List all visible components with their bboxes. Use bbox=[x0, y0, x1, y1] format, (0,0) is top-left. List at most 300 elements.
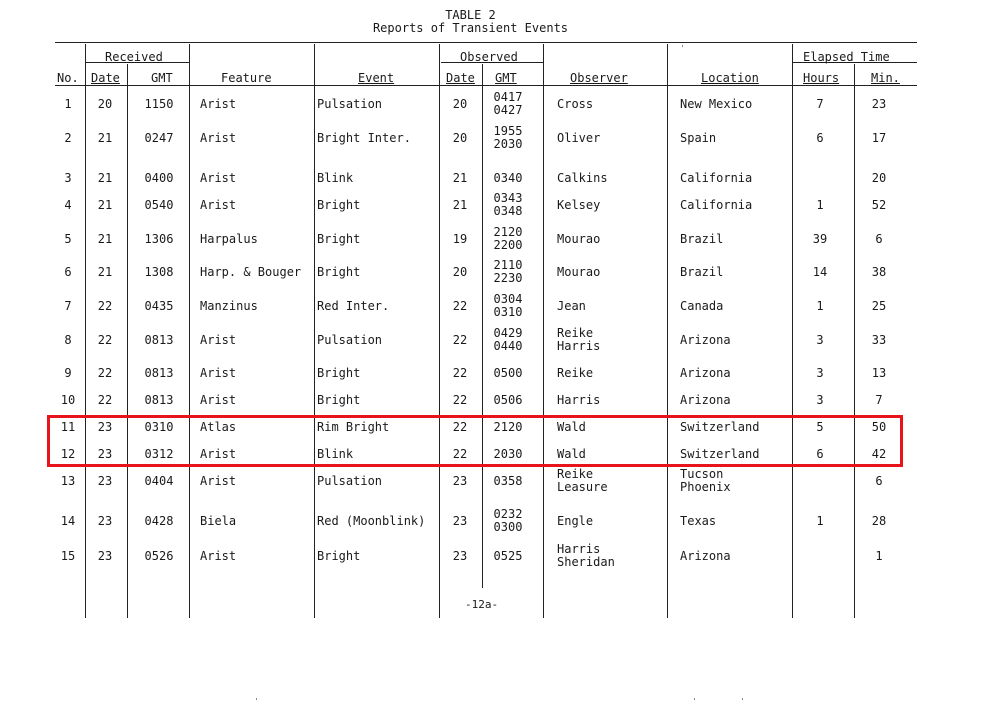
cell-recv-date bbox=[98, 550, 112, 563]
cell-recv-date bbox=[98, 367, 112, 380]
cell-line: 7 bbox=[875, 393, 883, 407]
col-divider bbox=[127, 64, 128, 618]
cell-line: 2 bbox=[64, 131, 72, 145]
cell-line: 12 bbox=[60, 447, 76, 461]
cell-line: 33 bbox=[871, 333, 887, 347]
cell-line: 21 bbox=[97, 171, 113, 185]
cell-hours bbox=[813, 233, 827, 246]
cell-line: Arist bbox=[200, 474, 237, 488]
cell-line: Biela bbox=[200, 514, 237, 528]
cell-line: 0310 bbox=[493, 305, 523, 319]
cell-hours bbox=[816, 334, 823, 347]
cell-min bbox=[872, 367, 886, 380]
cell-line: 21 bbox=[97, 232, 113, 246]
cell-event bbox=[317, 172, 353, 185]
cell-feature bbox=[200, 475, 236, 488]
cell-line: Arist bbox=[200, 393, 237, 407]
cell-line: 0304 bbox=[493, 292, 523, 306]
cell-line: 0429 bbox=[493, 326, 523, 340]
cell-line: 23 bbox=[97, 514, 113, 528]
cell-hours bbox=[816, 132, 823, 145]
cell-recv-gmt bbox=[145, 98, 174, 111]
cell-obs-gmt bbox=[494, 293, 523, 319]
cell-obs-date bbox=[453, 300, 467, 313]
cell-recv-gmt bbox=[145, 334, 174, 347]
cell-line: 20 bbox=[452, 131, 468, 145]
cell-location bbox=[680, 266, 723, 279]
cell-no bbox=[64, 300, 71, 313]
cell-line: 0428 bbox=[144, 514, 174, 528]
cell-line: 21 bbox=[97, 198, 113, 212]
cell-obs-date bbox=[453, 394, 467, 407]
cell-observer bbox=[557, 300, 586, 313]
cell-line: Jean bbox=[557, 299, 586, 313]
cell-line: 22 bbox=[452, 420, 468, 434]
cell-line: Manzinus bbox=[200, 299, 258, 313]
cell-line: Arist bbox=[200, 549, 237, 563]
cell-event bbox=[317, 233, 360, 246]
page-number: -12a- bbox=[465, 598, 499, 611]
cell-obs-date bbox=[453, 515, 467, 528]
cell-line: 1 bbox=[816, 198, 824, 212]
column-header-observed-date: Date bbox=[446, 71, 475, 85]
cell-line: Pulsation bbox=[317, 333, 383, 347]
cell-line: 21 bbox=[97, 131, 113, 145]
cell-line: 2120 bbox=[493, 225, 523, 239]
cell-line: California bbox=[680, 171, 753, 185]
cell-line: 13 bbox=[60, 474, 76, 488]
cell-min bbox=[875, 394, 882, 407]
cell-line: Mourao bbox=[557, 265, 601, 279]
cell-line: Engle bbox=[557, 514, 594, 528]
cell-line: 23 bbox=[97, 420, 113, 434]
cell-location bbox=[680, 300, 723, 313]
cell-observer bbox=[557, 367, 593, 380]
table-title: TABLE 2 bbox=[445, 8, 496, 22]
cell-line: 7 bbox=[64, 299, 72, 313]
cell-min bbox=[872, 334, 886, 347]
cell-line: 39 bbox=[812, 232, 828, 246]
cell-line: Harris bbox=[557, 542, 601, 556]
cell-line: 3 bbox=[816, 333, 824, 347]
cell-line: 0813 bbox=[144, 333, 174, 347]
top-rule bbox=[55, 42, 917, 43]
cell-line: Switzerland bbox=[680, 420, 760, 434]
column-header-observed-gmt: GMT bbox=[495, 71, 517, 85]
cell-line: Bright bbox=[317, 198, 361, 212]
cell-hours bbox=[816, 199, 823, 212]
cell-obs-date bbox=[453, 172, 467, 185]
cell-feature bbox=[200, 172, 236, 185]
cell-line: Wald bbox=[557, 447, 586, 461]
cell-obs-date bbox=[453, 233, 467, 246]
cell-line: 20 bbox=[97, 97, 113, 111]
cell-line: Arist bbox=[200, 366, 237, 380]
cell-feature bbox=[200, 367, 236, 380]
cell-obs-gmt bbox=[494, 327, 523, 353]
cell-line: Switzerland bbox=[680, 447, 760, 461]
cell-line: 17 bbox=[871, 131, 887, 145]
cell-location bbox=[680, 394, 731, 407]
cell-line: 21 bbox=[452, 171, 468, 185]
cell-line: Leasure bbox=[557, 480, 608, 494]
col-divider bbox=[792, 44, 793, 618]
cell-line: Arist bbox=[200, 171, 237, 185]
cell-feature bbox=[200, 334, 236, 347]
group-header-received: Received bbox=[105, 50, 163, 64]
cell-recv-date bbox=[98, 266, 112, 279]
cell-obs-date bbox=[453, 550, 467, 563]
cell-line: 4 bbox=[64, 198, 72, 212]
cell-recv-date bbox=[98, 233, 112, 246]
cell-line: Oliver bbox=[557, 131, 601, 145]
cell-line: Arist bbox=[200, 97, 237, 111]
cell-observer bbox=[557, 199, 600, 212]
cell-line: 23 bbox=[452, 514, 468, 528]
cell-line: California bbox=[680, 198, 753, 212]
cell-hours bbox=[816, 300, 823, 313]
cell-line: 6 bbox=[816, 447, 824, 461]
cell-line: 9 bbox=[64, 366, 72, 380]
cell-feature bbox=[200, 98, 236, 111]
cell-line: 1 bbox=[816, 514, 824, 528]
cell-line: Brazil bbox=[680, 265, 724, 279]
cell-line: 0440 bbox=[493, 339, 523, 353]
cell-event bbox=[317, 334, 382, 347]
cell-observer bbox=[557, 394, 600, 407]
col-divider bbox=[854, 64, 855, 618]
cell-line: 21 bbox=[452, 198, 468, 212]
cell-line: 6 bbox=[64, 265, 72, 279]
cell-event bbox=[317, 300, 389, 313]
cell-min bbox=[872, 172, 886, 185]
cell-recv-gmt bbox=[145, 172, 174, 185]
cell-line: 23 bbox=[452, 549, 468, 563]
cell-line: 0506 bbox=[493, 393, 523, 407]
cell-line: Harris bbox=[557, 339, 601, 353]
cell-no bbox=[61, 475, 75, 488]
cell-recv-gmt bbox=[145, 266, 174, 279]
cell-line: Red (Moonblink) bbox=[317, 514, 426, 528]
cell-line: Phoenix bbox=[680, 480, 731, 494]
cell-line: 22 bbox=[452, 393, 468, 407]
cell-line: Brazil bbox=[680, 232, 724, 246]
cell-line: 1955 bbox=[493, 124, 523, 138]
cell-line: Blink bbox=[317, 171, 354, 185]
cell-min bbox=[875, 475, 882, 488]
cell-min bbox=[872, 515, 886, 528]
cell-recv-gmt bbox=[145, 132, 174, 145]
cell-recv-date bbox=[98, 394, 112, 407]
cell-recv-date bbox=[98, 515, 112, 528]
cell-line: Spain bbox=[680, 131, 717, 145]
cell-line: 0813 bbox=[144, 393, 174, 407]
cell-no bbox=[64, 266, 71, 279]
cell-min bbox=[872, 199, 886, 212]
cell-obs-date bbox=[453, 475, 467, 488]
scan-speck: ' bbox=[680, 44, 685, 53]
col-divider bbox=[314, 44, 315, 618]
cell-event bbox=[317, 550, 360, 563]
cell-recv-date bbox=[98, 199, 112, 212]
cell-event bbox=[317, 394, 360, 407]
cell-line: 2120 bbox=[493, 420, 523, 434]
cell-line: 2230 bbox=[493, 271, 523, 285]
cell-obs-gmt bbox=[494, 367, 523, 380]
cell-line: Atlas bbox=[200, 420, 237, 434]
cell-recv-date bbox=[98, 132, 112, 145]
cell-line: Reike bbox=[557, 366, 594, 380]
cell-line: 0232 bbox=[493, 507, 523, 521]
cell-line: 0813 bbox=[144, 366, 174, 380]
cell-line: 0404 bbox=[144, 474, 174, 488]
cell-line: Red Inter. bbox=[317, 299, 390, 313]
cell-line: Arist bbox=[200, 447, 237, 461]
cell-line: 0427 bbox=[493, 103, 523, 117]
cell-recv-date bbox=[98, 172, 112, 185]
column-header-received-gmt: GMT bbox=[151, 71, 173, 85]
cell-observer bbox=[557, 468, 608, 494]
cell-line: 5 bbox=[64, 232, 72, 246]
cell-observer bbox=[557, 543, 615, 569]
cell-line: 23 bbox=[871, 97, 887, 111]
cell-event bbox=[317, 367, 360, 380]
cell-obs-date bbox=[453, 199, 467, 212]
scan-speck: ' bbox=[692, 697, 697, 706]
cell-line: 52 bbox=[871, 198, 887, 212]
cell-obs-gmt bbox=[494, 508, 523, 534]
cell-line: 0400 bbox=[144, 171, 174, 185]
cell-line: 23 bbox=[97, 447, 113, 461]
col-divider bbox=[667, 44, 668, 618]
cell-observer bbox=[557, 515, 593, 528]
column-header-feature: Feature bbox=[221, 71, 272, 85]
cell-line: Bright bbox=[317, 232, 361, 246]
cell-line: Bright bbox=[317, 393, 361, 407]
cell-min bbox=[875, 550, 882, 563]
cell-feature bbox=[200, 233, 258, 246]
cell-line: Arist bbox=[200, 198, 237, 212]
cell-line: Blink bbox=[317, 447, 354, 461]
cell-line: 23 bbox=[97, 474, 113, 488]
cell-min bbox=[872, 300, 886, 313]
cell-line: 1308 bbox=[144, 265, 174, 279]
cell-line: 14 bbox=[812, 265, 828, 279]
cell-event bbox=[317, 132, 411, 145]
column-header-min: Min. bbox=[871, 71, 900, 85]
cell-line: 23 bbox=[97, 549, 113, 563]
cell-obs-gmt bbox=[494, 226, 523, 252]
cell-obs-date bbox=[453, 132, 467, 145]
cell-line: 0540 bbox=[144, 198, 174, 212]
cell-hours bbox=[813, 266, 827, 279]
cell-line: Texas bbox=[680, 514, 717, 528]
cell-line: Reike bbox=[557, 467, 594, 481]
cell-event bbox=[317, 266, 360, 279]
cell-observer bbox=[557, 98, 593, 111]
column-header-hours: Hours bbox=[803, 71, 840, 85]
cell-line: 21 bbox=[97, 265, 113, 279]
cell-line: Arizona bbox=[680, 549, 731, 563]
cell-feature bbox=[200, 515, 236, 528]
cell-no bbox=[64, 172, 71, 185]
cell-location bbox=[680, 233, 723, 246]
cell-line: Sheridan bbox=[557, 555, 615, 569]
cell-no bbox=[61, 550, 75, 563]
cell-no bbox=[64, 367, 71, 380]
cell-feature bbox=[200, 394, 236, 407]
cell-no bbox=[64, 132, 71, 145]
cell-line: 25 bbox=[871, 299, 887, 313]
cell-line: 14 bbox=[60, 514, 76, 528]
cell-line: 1 bbox=[816, 299, 824, 313]
cell-no bbox=[61, 394, 75, 407]
cell-line: 3 bbox=[816, 366, 824, 380]
cell-min bbox=[872, 266, 886, 279]
cell-feature bbox=[200, 550, 236, 563]
cell-line: 22 bbox=[452, 366, 468, 380]
cell-location bbox=[680, 515, 716, 528]
cell-line: 5 bbox=[816, 420, 824, 434]
cell-event bbox=[317, 199, 360, 212]
cell-obs-gmt bbox=[494, 259, 523, 285]
cell-line: 20 bbox=[871, 171, 887, 185]
cell-no bbox=[64, 233, 71, 246]
cell-recv-gmt bbox=[145, 233, 174, 246]
cell-line: 2200 bbox=[493, 238, 523, 252]
cell-observer bbox=[557, 132, 600, 145]
cell-line: 0500 bbox=[493, 366, 523, 380]
cell-feature bbox=[200, 132, 236, 145]
cell-obs-gmt bbox=[494, 91, 523, 117]
cell-line: 2030 bbox=[493, 137, 523, 151]
cell-location bbox=[680, 98, 752, 111]
cell-line: 0343 bbox=[493, 191, 523, 205]
cell-obs-gmt bbox=[494, 475, 523, 488]
cell-hours bbox=[816, 98, 823, 111]
cell-obs-gmt bbox=[494, 550, 523, 563]
cell-line: Pulsation bbox=[317, 474, 383, 488]
cell-line: 6 bbox=[875, 474, 883, 488]
cell-line: 22 bbox=[452, 299, 468, 313]
cell-feature bbox=[200, 300, 258, 313]
cell-line: 0417 bbox=[493, 90, 523, 104]
cell-line: Arist bbox=[200, 131, 237, 145]
cell-recv-date bbox=[98, 300, 112, 313]
cell-line: 2110 bbox=[493, 258, 523, 272]
cell-line: 0525 bbox=[493, 549, 523, 563]
cell-line: New Mexico bbox=[680, 97, 753, 111]
cell-line: Calkins bbox=[557, 171, 608, 185]
cell-min bbox=[872, 98, 886, 111]
cell-hours bbox=[816, 515, 823, 528]
cell-line: Harris bbox=[557, 393, 601, 407]
column-header-event: Event bbox=[358, 71, 395, 85]
cell-line: 7 bbox=[816, 97, 824, 111]
cell-line: 11 bbox=[60, 420, 76, 434]
cell-observer bbox=[557, 327, 600, 353]
cell-line: 0435 bbox=[144, 299, 174, 313]
cell-line: 0247 bbox=[144, 131, 174, 145]
cell-line: 23 bbox=[452, 474, 468, 488]
cell-line: Harp. & Bouger bbox=[200, 265, 302, 279]
cell-no bbox=[64, 334, 71, 347]
cell-line: 22 bbox=[97, 299, 113, 313]
cell-line: 0340 bbox=[493, 171, 523, 185]
col-divider bbox=[482, 64, 483, 588]
cell-recv-gmt bbox=[145, 300, 174, 313]
cell-location bbox=[680, 550, 731, 563]
cell-obs-date bbox=[453, 98, 467, 111]
cell-feature bbox=[200, 199, 236, 212]
cell-line: Bright bbox=[317, 265, 361, 279]
cell-line: 20 bbox=[452, 97, 468, 111]
cell-line: 0312 bbox=[144, 447, 174, 461]
cell-recv-gmt bbox=[145, 394, 174, 407]
cell-line: 19 bbox=[452, 232, 468, 246]
cell-line: Arist bbox=[200, 333, 237, 347]
cell-location bbox=[680, 172, 752, 185]
cell-line: 22 bbox=[97, 366, 113, 380]
cell-line: Arizona bbox=[680, 393, 731, 407]
cell-line: 0348 bbox=[493, 204, 523, 218]
cell-line: Tucson bbox=[680, 467, 724, 481]
cell-line: Mourao bbox=[557, 232, 601, 246]
cell-min bbox=[872, 132, 886, 145]
cell-line: 2030 bbox=[493, 447, 523, 461]
cell-line: 22 bbox=[452, 333, 468, 347]
cell-line: Pulsation bbox=[317, 97, 383, 111]
cell-line: 22 bbox=[452, 447, 468, 461]
cell-recv-date bbox=[98, 475, 112, 488]
scan-speck: ' bbox=[740, 697, 745, 706]
cell-line: Bright Inter. bbox=[317, 131, 411, 145]
cell-line: 3 bbox=[816, 393, 824, 407]
cell-observer bbox=[557, 172, 608, 185]
column-header-location: Location bbox=[701, 71, 759, 85]
cell-recv-gmt bbox=[145, 475, 174, 488]
table-subtitle: Reports of Transient Events bbox=[372, 21, 569, 35]
col-divider bbox=[439, 44, 440, 618]
header-rule bbox=[55, 85, 917, 86]
scan-speck: ' bbox=[254, 697, 259, 706]
group-header-observed: Observed bbox=[460, 50, 518, 64]
cell-location bbox=[680, 132, 716, 145]
column-header-received-date: Date bbox=[91, 71, 120, 85]
cell-line: Harpalus bbox=[200, 232, 258, 246]
cell-event bbox=[317, 475, 382, 488]
col-divider bbox=[543, 44, 544, 618]
cell-hours bbox=[816, 394, 823, 407]
cell-event bbox=[317, 98, 382, 111]
col-divider bbox=[85, 44, 86, 618]
cell-event bbox=[317, 515, 425, 528]
cell-obs-gmt bbox=[494, 125, 523, 151]
column-header-observer: Observer bbox=[570, 71, 628, 85]
highlight-box bbox=[47, 415, 903, 467]
cell-no bbox=[64, 199, 71, 212]
cell-line: 1306 bbox=[144, 232, 174, 246]
cell-min bbox=[875, 233, 882, 246]
cell-location bbox=[680, 367, 731, 380]
cell-line: 22 bbox=[97, 333, 113, 347]
cell-line: Arizona bbox=[680, 366, 731, 380]
cell-line: 22 bbox=[97, 393, 113, 407]
cell-line: 0300 bbox=[493, 520, 523, 534]
cell-recv-date bbox=[98, 334, 112, 347]
cell-recv-gmt bbox=[145, 367, 174, 380]
cell-line: Rim Bright bbox=[317, 420, 390, 434]
